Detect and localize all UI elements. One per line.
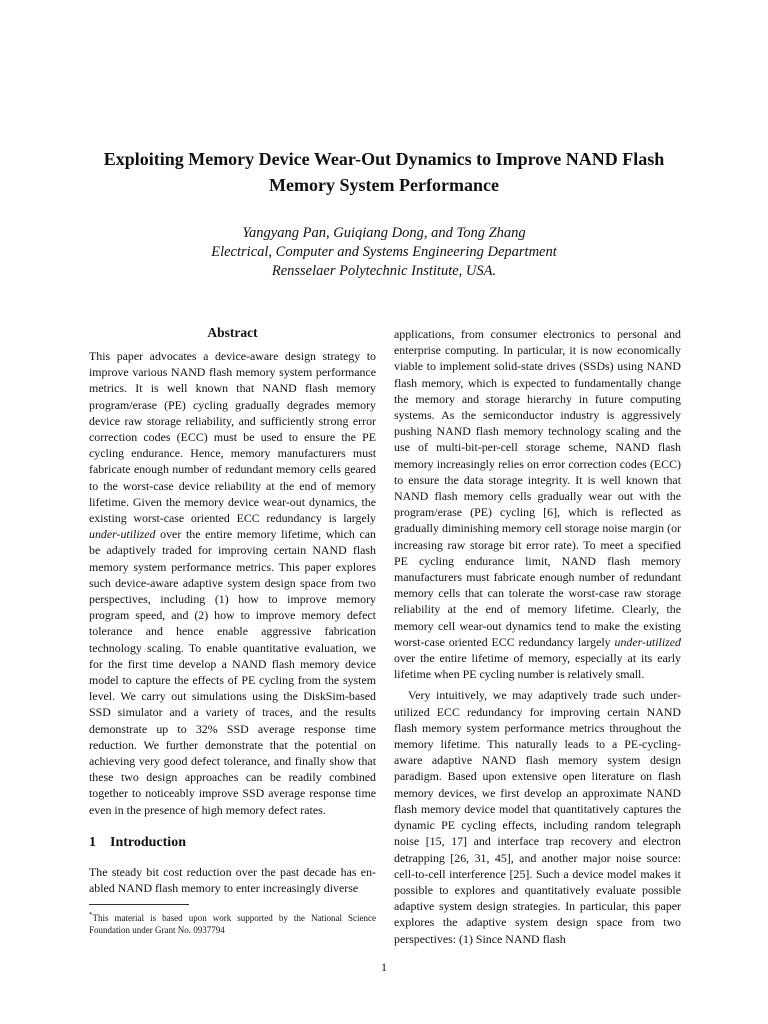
footnote [89,909,376,936]
author-department: Electrical, Computer and Systems Engineering Department [211,244,557,260]
paper-title [60,146,708,198]
abstract-text-part-1: This paper advocates a device-aware design strategy to improve various NAND flash memory system performance metrics. It is well known that NAND flash memory program/erase (PE) cycling gradually degrades memory device raw storage reliability, and sufficiently strong error correction codes (ECC) must be used to ensure the PE cycling endurance. Hence, memory manufacturers must fabricate enough number of redundant memory cells geared to the worst-case device reliability at the end of memory lifetime. Given the memory device wear-out dynamics, the existing worst-case oriented ECC redundancy is largely [89,349,376,526]
footnote-text: This material is based upon work supported by the National Science Foundation under Grant No. 0937794 [89,913,376,935]
abstract-emphasis: under-utilized [89,527,156,542]
introduction-heading [89,834,376,852]
page-number: 1 [381,960,387,974]
footnote-marker: * [89,911,93,919]
intro-para1-part-1: applications, from consumer electronics to personal and enterprise computing. In particular, it is now economically viable to implement solid-state drives (SSDs) using NAND flash memory, which is expected to fundamentally change the memory and storage hierarchy in future computing systems. As the semiconductor industry is aggressively pushing NAND flash memory technology scaling and the use of multi-bit-per-cell storage scheme, NAND flash memory increasingly relies on error correction codes (ECC) to ensure the data storage integrity. It is well known that NAND flash memory cells gradually wear out with the program/erase (PE) cycling [6], which is reflected as gradually diminishing memory cell storage noise margin (or increasing raw storage bit error rate). To meet a specified PE cycling endurance limit, NAND flash memory manufacturers must fabricate enough number of redundant memory cells that can tolerate the worst-case raw storage reliability at the end of memory lifetime. Clearly, the memory cell wear-out dynamics tend to make the existing worst-case oriented ECC redundancy largely [394,327,681,649]
intro-emphasis: under-utilized [614,634,681,649]
author-names: Yangyang Pan, Guiqiang Dong, and Tong Zhang [242,225,526,241]
paper-title-line-2: Memory System Performance [269,175,499,195]
section-title: Introduction [110,834,186,850]
abstract-text [89,348,376,818]
introduction-paragraph-1-continued [394,326,681,682]
author-institution: Rensselaer Polytechnic Institute, USA. [271,263,497,279]
right-column [394,326,681,947]
abstract-heading: Abstract [207,325,258,340]
introduction-paragraph-2: Very intuitively, we may adaptively trade such under-utilized ECC redundancy for improving certain NAND flash memory system performance metrics throughout the memory lifetime. This naturally leads to a PE-cycling-aware adaptive NAND flash memory system design paradigm. Based upon extensive open literature on flash memory devices, we first develop an approximate NAND flash memory device model that quantitatively captures the dynamic PE cycling effects, including random telegraph noise [15, 17] and interface trap recovery and electron detrapping [26, 31, 45], and another major noise source: cell-to-cell interference [25]. Such a device model makes it possible to explores and quantitatively evaluate possible adaptive system design strategies. In particular, this paper explores the adaptive system design space from two perspectives: (1) Since NAND flash [394,688,681,946]
footnote-divider [89,904,189,905]
abstract-text-part-2: over the entire memory lifetime, which can be adaptively traded for improving certain NAND flash memory system performance metrics. This paper explores such device-aware adaptive system design space from two perspectives, including (1) how to improve memory program speed, and (2) how to improve memory defect tolerance and hence enable aggressive fabrication technology scaling. To enable quantitative evaluation, we for the first time develop a NAND flash memory device model to capture the effects of PE cycling from the system level. We carry out simulations using the DiskSim-based SSD simulator and a variety of traces, and the results demonstrate up to 32% SSD average response time reduction. We further demonstrate that the potential on achieving very good defect tolerance, and finally show that these two design approaches can be readily combined together to noticeably improve SSD average response time even in the presence of high memory defect rates. [89,527,376,817]
paper-title-line-1: Exploiting Memory Device Wear-Out Dynamics to Improve NAND Flash [103,149,665,169]
author-block [60,224,708,281]
introduction-paragraph-1-start: The steady bit cost reduction over the past decade has enabled NAND flash memory to enter increasingly diverse [89,864,376,896]
left-column [89,324,376,896]
intro-para1-part-2: over the entire lifetime of memory, especially at its early lifetime when PE cycling number is relatively small. [394,651,681,682]
section-number: 1 [89,834,96,850]
